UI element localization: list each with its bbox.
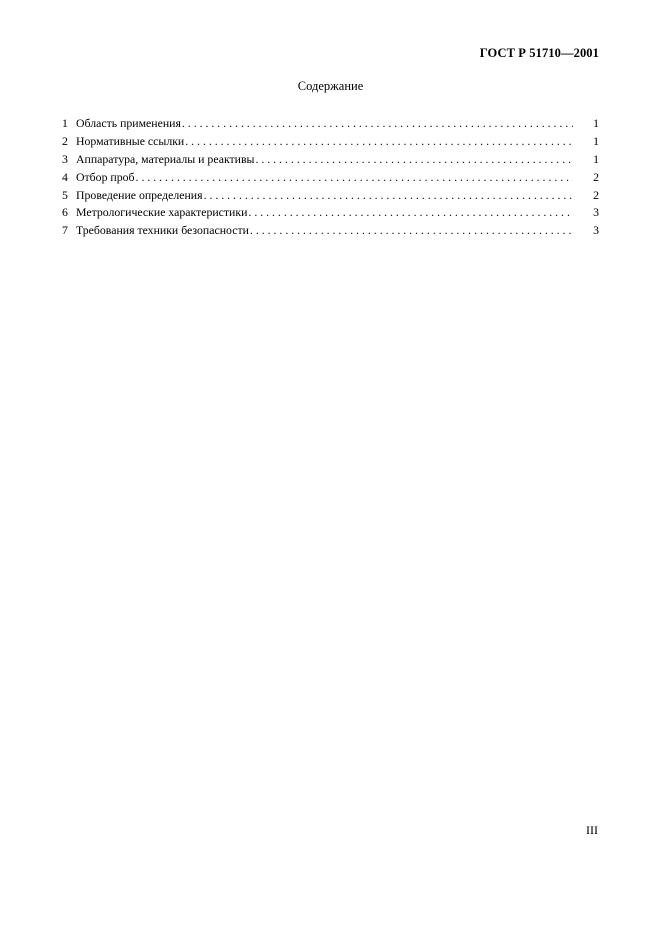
- toc-item-label: Отбор проб: [76, 169, 135, 184]
- document-code: ГОСТ Р 51710—2001: [479, 46, 599, 60]
- toc-item-number: 5: [62, 187, 68, 202]
- toc-item-label: Аппаратура, материалы и реактивы: [76, 151, 255, 166]
- toc-item[interactable]: [62, 204, 599, 222]
- table-of-contents: [62, 115, 599, 240]
- toc-item-page: 2: [593, 187, 599, 202]
- toc-leader-dots: [136, 169, 573, 187]
- toc-item-page: 1: [593, 151, 599, 166]
- toc-item-number: 3: [62, 151, 68, 166]
- toc-item-page: 3: [593, 205, 599, 220]
- toc-leader-dots: [182, 115, 573, 133]
- toc-leader-dots: [248, 204, 573, 222]
- toc-item-label: Требования техники безопасности: [76, 223, 249, 238]
- toc-item-page: 1: [593, 116, 599, 130]
- toc-item-number: 4: [62, 169, 68, 184]
- toc-item-page: 3: [593, 223, 599, 238]
- toc-item[interactable]: [62, 169, 599, 187]
- toc-leader-dots: [185, 133, 573, 151]
- toc-item-number: 2: [62, 133, 68, 148]
- toc-item[interactable]: [62, 222, 599, 240]
- toc-title: Содержание: [297, 79, 364, 93]
- toc-item-label: Нормативные ссылки: [76, 133, 185, 148]
- toc-item-label: Метрологические характеристики: [76, 205, 248, 220]
- toc-item-page: 1: [593, 133, 599, 148]
- toc-item[interactable]: [62, 115, 599, 133]
- toc-item[interactable]: [62, 133, 599, 151]
- toc-item-number: 7: [62, 223, 68, 238]
- toc-leader-dots: [204, 187, 573, 205]
- toc-leader-dots: [255, 151, 573, 169]
- toc-item-label: Область применения: [76, 116, 181, 130]
- toc-item[interactable]: [62, 151, 599, 169]
- page-number: III: [586, 823, 598, 837]
- toc-item-number: 1: [62, 116, 68, 130]
- toc-item[interactable]: [62, 187, 599, 205]
- toc-leader-dots: [250, 222, 573, 240]
- toc-item-number: 6: [62, 205, 68, 220]
- toc-item-page: 2: [593, 169, 599, 184]
- toc-item-label: Проведение определения: [76, 187, 203, 202]
